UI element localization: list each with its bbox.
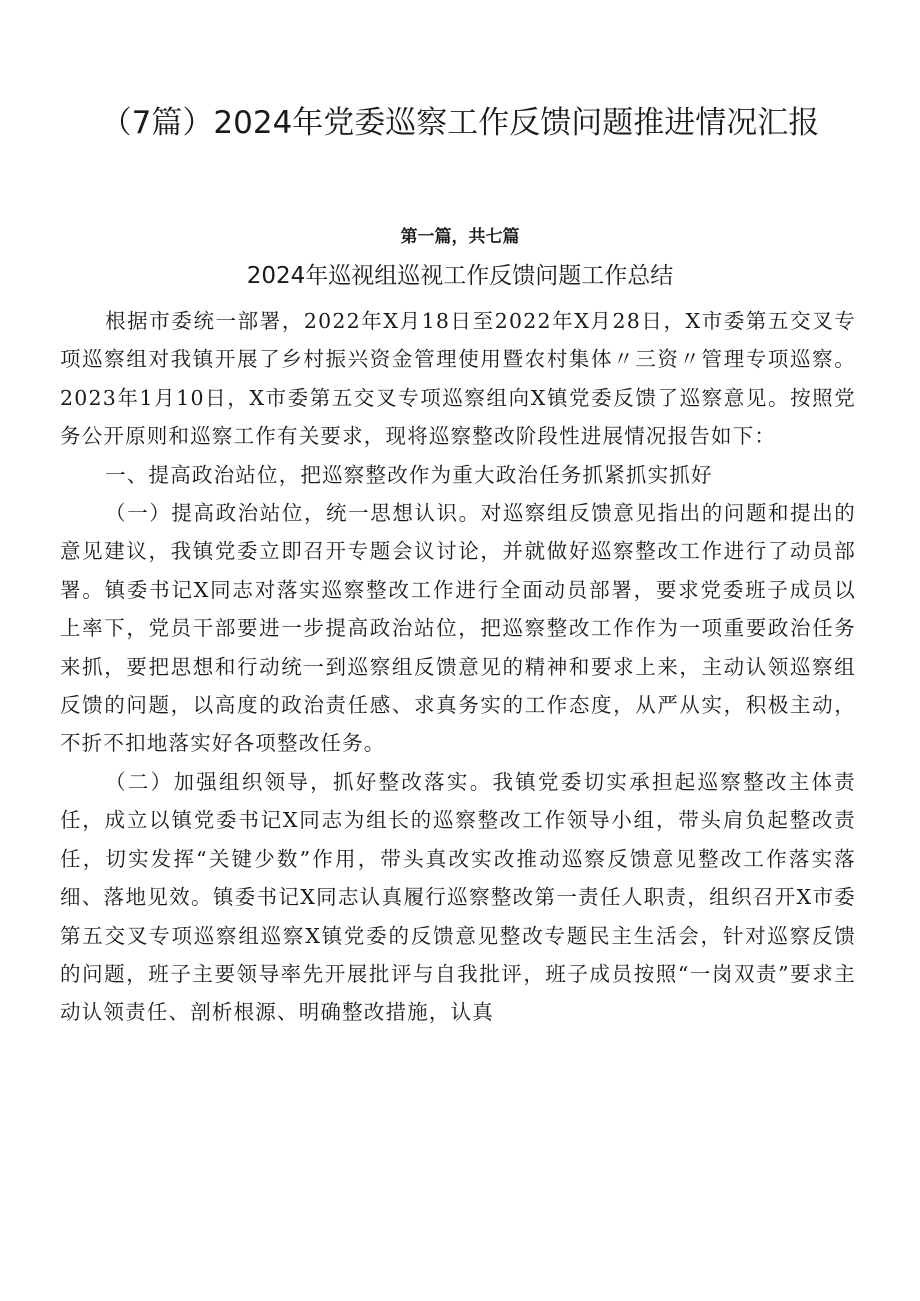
section-heading-1: 一、提高政治站位，把巡察整改作为重大政治任务抓紧抓实抓好 bbox=[105, 462, 713, 487]
paragraph-1-1: （一）提高政治站位，统一思想认识。对巡察组反馈意见指出的问题和提出的意见建议，我镇党委立即召开专题会议讨论，并就做好巡察整改工作进行了动员部署。镇委书记X同志对落实巡察整改工作进行全面动员部署，要求党委班子成员以上率下，党员干部要进一步提高政治站位，把巡察整改工作作为一项重要政治任务来抓，要把思想和行动统一到巡察组反馈意见的精神和要求上来，主动认领巡察组反馈的问题，以高度的政治责任感、求真务实的工作态度，从严从实，积极主动，不折不扣地落实好各项整改任务。 bbox=[60, 501, 856, 756]
paragraph-1-2: （二）加强组织领导，抓好整改落实。我镇党委切实承担起巡察整改主体责任，成立以镇党委书记X同志为组长的巡察整改工作领导小组，带头肩负起整改责任，切实发挥“关键少数”作用，带头真改实改推动巡察反馈意见整改工作落实落细、落地见效。镇委书记X同志认真履行巡察整改第一责任人职责，组织召开X市委第五交叉专项巡察组巡察X镇党委的反馈意见整改专题民主生活会，针对巡察反馈的问题，班子主要领导率先开展批评与自我批评，班子成员按照“一岗双责”要求主动认领责任、剖析根源、明确整改措施，认真 bbox=[60, 769, 856, 1025]
document-title: （7篇）2024年党委巡察工作反馈问题推进情况汇报 bbox=[100, 105, 820, 141]
part-title: 2024年巡视组巡视工作反馈问题工作总结 bbox=[246, 263, 674, 289]
document-body bbox=[60, 302, 856, 1032]
part-label: 第一篇，共七篇 bbox=[400, 227, 520, 247]
paragraph-intro: 根据市委统一部署，2022年X月18日至2022年X月28日，X市委第五交叉专项巡察组对我镇开展了乡村振兴资金管理使用暨农村集体〃三资〃管理专项巡察。2023年1月10日，X市委第五交叉专项巡察组向X镇党委反馈了巡察意见。按照党务公开原则和巡察工作有关要求，现将巡察整改阶段性进展情况报告如下： bbox=[60, 309, 856, 449]
